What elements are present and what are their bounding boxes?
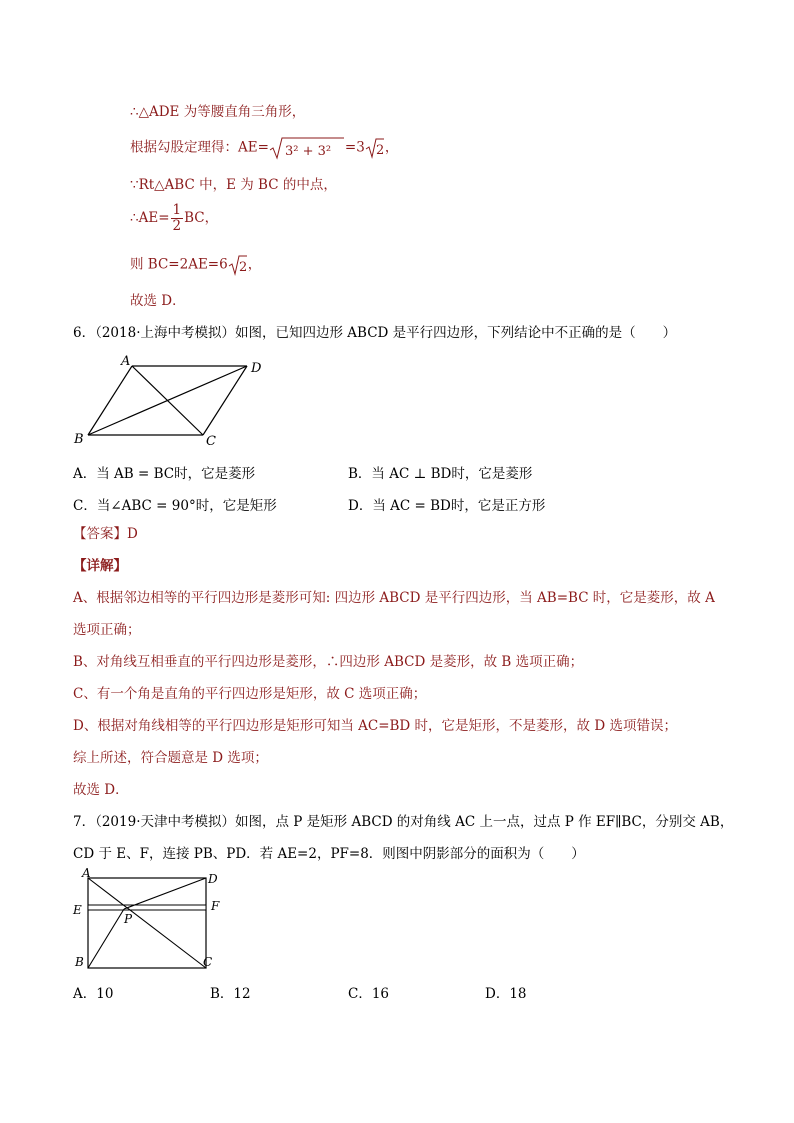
figure-label-b: B xyxy=(74,432,84,447)
sol5-radicand-3: 2 xyxy=(238,260,247,275)
figure-label-f: F xyxy=(211,899,220,913)
sqrt-symbol xyxy=(365,137,385,159)
parallelogram-figure xyxy=(70,350,270,450)
sol5-line-5-prefix: 则 BC=2AE=6 xyxy=(130,256,228,273)
q6-detail-line: 故选 D． xyxy=(73,782,129,798)
sol5-line-5-end: ， xyxy=(247,256,262,273)
q6-detail-line: C、有一个角是直角的平行四边形是矩形，故 C 选项正确； xyxy=(73,686,427,702)
sqrt-symbol xyxy=(228,254,248,276)
sol5-line-4 xyxy=(130,203,218,237)
sol5-line-5 xyxy=(130,254,261,278)
sol5-line-6: 故选 D． xyxy=(130,293,186,309)
sol5-radicand-2: 2 xyxy=(375,143,385,158)
q7-stem-line-1: 7．（2019·天津中考模拟）如图，点 P 是矩形 ABCD 的对角线 AC 上一点，过点 P 作 EF∥BC，分别交 AB， xyxy=(73,814,734,830)
sol5-line-3: ∵Rt△ABC 中，E 为 BC 的中点， xyxy=(130,177,337,193)
fraction-denominator: 2 xyxy=(172,218,182,234)
sol5-line-2-eq: =3 xyxy=(344,139,365,156)
sol5-radicand: 3² + 3² xyxy=(284,144,332,159)
figure-label-c: C xyxy=(203,955,213,969)
figure-label-a: A xyxy=(121,354,131,369)
figure-label-d: D xyxy=(251,361,262,376)
q6-stem: 6．（2018·上海中考模拟）如图，已知四边形 ABCD 是平行四边形，下列结论中不正确的是（ ） xyxy=(73,325,677,341)
figure-label-d: D xyxy=(208,872,218,886)
figure-label-p: P xyxy=(124,912,133,926)
sol5-line-2-end: ， xyxy=(384,139,399,156)
q6-detail-line: 选项正确； xyxy=(73,622,141,638)
q6-detail-line: B、对角线互相垂直的平行四边形是菱形，∴四边形 ABCD 是菱形，故 B 选项正确； xyxy=(73,654,584,670)
q6-option-c: C．当∠ABC = 90°时，它是矩形 xyxy=(73,498,277,514)
sol5-line-2 xyxy=(130,136,398,162)
figure-label-e: E xyxy=(73,903,82,917)
q7-option-d: D．18 xyxy=(485,986,527,1002)
sqrt-symbol xyxy=(269,136,345,160)
q7-option-a: A．10 xyxy=(73,986,114,1002)
q6-option-b: B．当 AC ⊥ BD时，它是菱形 xyxy=(348,466,533,482)
q7-option-c: C．16 xyxy=(348,986,390,1002)
q6-detail-line: A、根据邻边相等的平行四边形是菱形可知: 四边形 ABCD 是平行四边形，当 AB=BC 时，它是菱形，故 A xyxy=(73,590,715,606)
q6-option-a: A．当 AB = BC时，它是菱形 xyxy=(73,466,256,482)
q6-option-d: D．当 AC = BD时，它是正方形 xyxy=(348,498,546,514)
fraction xyxy=(171,203,184,234)
sol5-line-1: ∴△ADE 为等腰直角三角形， xyxy=(130,104,306,120)
q6-answer: 【答案】D xyxy=(73,526,138,542)
q7-option-b: B．12 xyxy=(210,986,251,1002)
sol5-line-2-prefix: 根据勾股定理得：AE= xyxy=(130,139,269,156)
rectangle-figure xyxy=(70,868,230,974)
sol5-line-4-prefix: ∴AE= xyxy=(130,210,170,226)
figure-label-b: B xyxy=(75,955,84,969)
figure-label-c: C xyxy=(206,434,216,449)
q6-detail-line: 综上所述，符合题意是 D 选项； xyxy=(73,750,268,766)
fraction-numerator: 1 xyxy=(172,202,182,218)
figure-label-a: A xyxy=(82,868,91,880)
q6-detail-title: 【详解】 xyxy=(73,558,127,574)
q6-detail-line: D、根据对角线相等的平行四边形是矩形可知当 AC=BD 时，它是矩形，不是菱形，故 D 选项错误； xyxy=(73,718,677,734)
sol5-line-4-suffix: BC， xyxy=(184,210,219,226)
q7-stem-line-2: CD 于 E、F，连接 PB、PD．若 AE=2，PF=8．则图中阴影部分的面积为（ ） xyxy=(73,846,585,862)
